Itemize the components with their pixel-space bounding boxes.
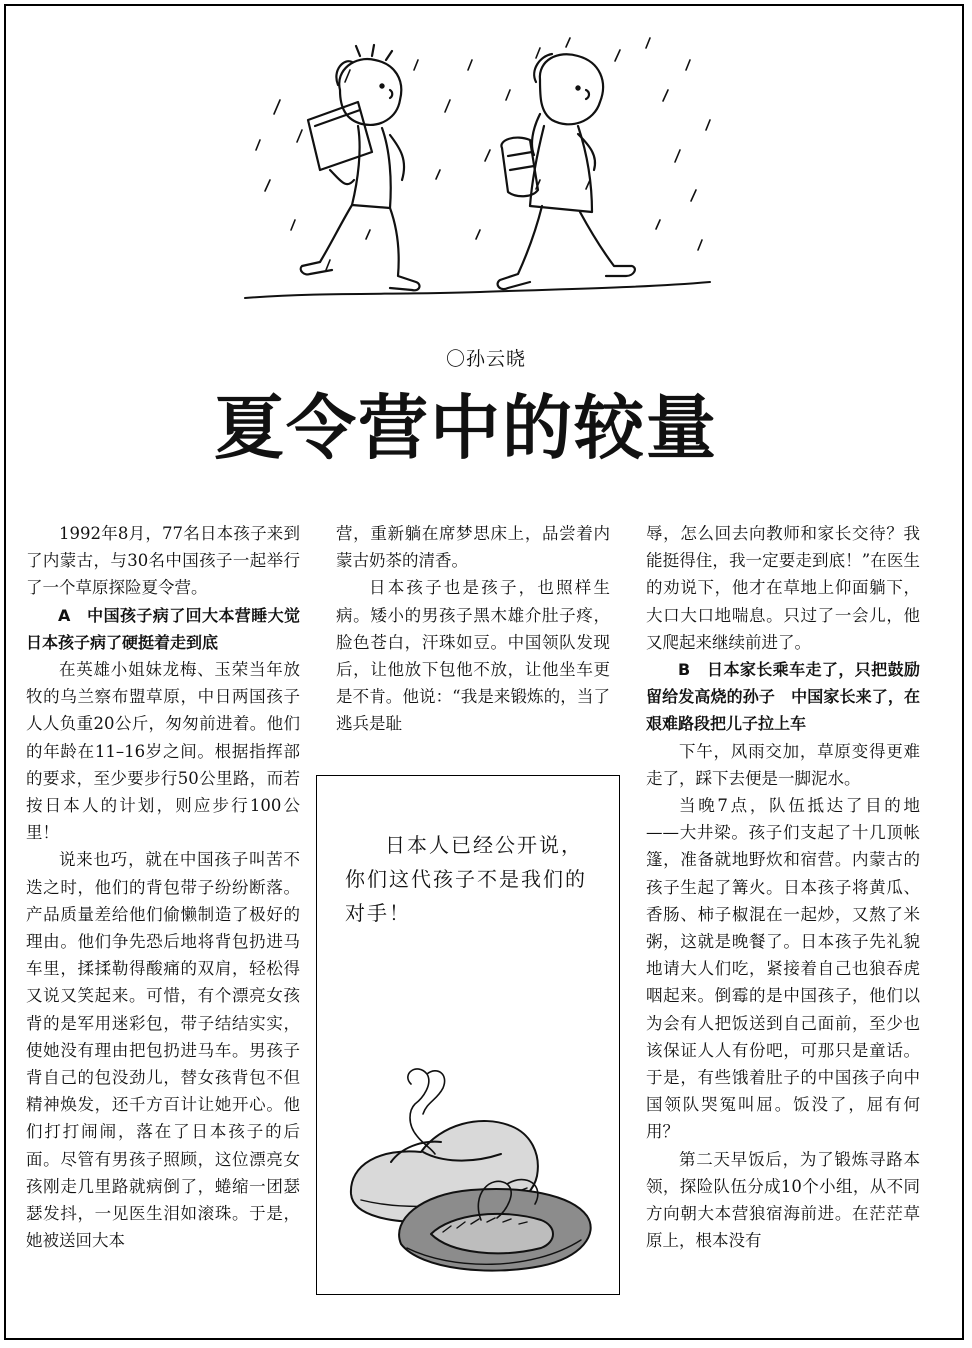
paragraph: 在英雄小姐妹龙梅、玉荣当年放牧的乌兰察布盟草原，中日两国孩子人人负重20公斤，匆匆前进着。他们的年龄在11–16岁之间。根据指挥部的要求，至少要步行50公里路，而若按日本人的计划，则应步行100公里！ [26, 660, 300, 843]
byline: 〇孙云晓 [445, 348, 526, 370]
text-column-2 [336, 520, 610, 738]
text-column-1 [26, 520, 317, 1254]
section-heading-a: A 中国孩子病了回大本营睡大觉 日本孩子病了硬挺着走到底 [26, 605, 317, 652]
pull-quote-box [316, 775, 620, 1295]
children-in-rain-illustration [240, 30, 730, 310]
paragraph: 营，重新躺在席梦思床上，品尝着内蒙古奶茶的清香。 [336, 524, 610, 571]
text-column-3 [646, 520, 920, 1254]
paragraph: 下午，风雨交加，草原变得更难走了，踩下去便是一脚泥水。 [646, 741, 920, 788]
paragraph: 1992年8月，77名日本孩子来到了内蒙古，与30名中国孩子一起举行了一个草原探险夏令营。 [26, 524, 300, 598]
paragraph: 当晚7点，队伍抵达了目的地——大井梁。孩子们支起了十几顶帐篷，准备就地野炊和宿营。内蒙古的孩子生起了篝火。日本孩子将黄瓜、香肠、柿子椒混在一起炒，又熬了米粥，这就是晚餐了。日本孩子先礼貌地请大人们吃，紧接着自己也狼吞虎咽起来。倒霉的是中国孩子，他们以为会有人把饭送到自己面前，至少也该保证人人有份吧，可那只是童话。于是，有些饿着肚子的中国孩子向中国领队哭冤叫屈。饭没了，屈有何用？ [646, 796, 920, 1142]
paragraph: 第二天早饭后，为了锻炼寻路本领，探险队伍分成10个小组，从不同方向朝大本营狼宿海前进。在茫茫草原上，根本没有 [646, 1149, 920, 1251]
paragraph: 日本孩子也是孩子，也照样生病。矮小的男孩子黑木雄介肚子疼，脸色苍白，汗珠如豆。中国领队发现后，让他放下包他不放，让他坐车更是不肯。他说：“我是来锻炼的，当了逃兵是耻 [336, 578, 610, 734]
section-heading-b: B 日本家长乘车走了，只把鼓励留给发高烧的孙子 中国家长来了，在艰难路段把儿子拉上车 [646, 660, 920, 734]
paragraph: 辱，怎么回去向教师和家长交待？我能挺得住，我一定要走到底！”在医生的劝说下，他才在草地上仰面躺下，大口大口地喘息。只过了一会儿，他又爬起来继续前进了。 [646, 524, 920, 652]
pull-quote: 日本人已经公开说，你们这代孩子不是我们的对手！ [345, 833, 587, 925]
shoes-illustration [331, 1044, 607, 1280]
article-title: 夏令营中的较量 [214, 387, 718, 469]
paragraph: 说来也巧，就在中国孩子叫苦不迭之时，他们的背包带子纷纷断落。产品质量差给他们偷懒制造了极好的理由。他们争先恐后地将背包扔进马车里，揉揉勒得酸痛的双肩，轻松得又说又笑起来。可惜，有个漂亮女孩背的是军用迷彩包，带子结结实实，使她没有理由把包扔进马车。男孩子背自己的包没劲儿，替女孩背包不但精神焕发，还千方百计让她开心。他们打打闹闹，落在了日本孩子的后面。尽管有男孩子照顾，这位漂亮女孩刚走几里路就病倒了，蜷缩一团瑟瑟发抖，一见医生泪如滚珠。于是，她被送回大本 [26, 850, 300, 1251]
